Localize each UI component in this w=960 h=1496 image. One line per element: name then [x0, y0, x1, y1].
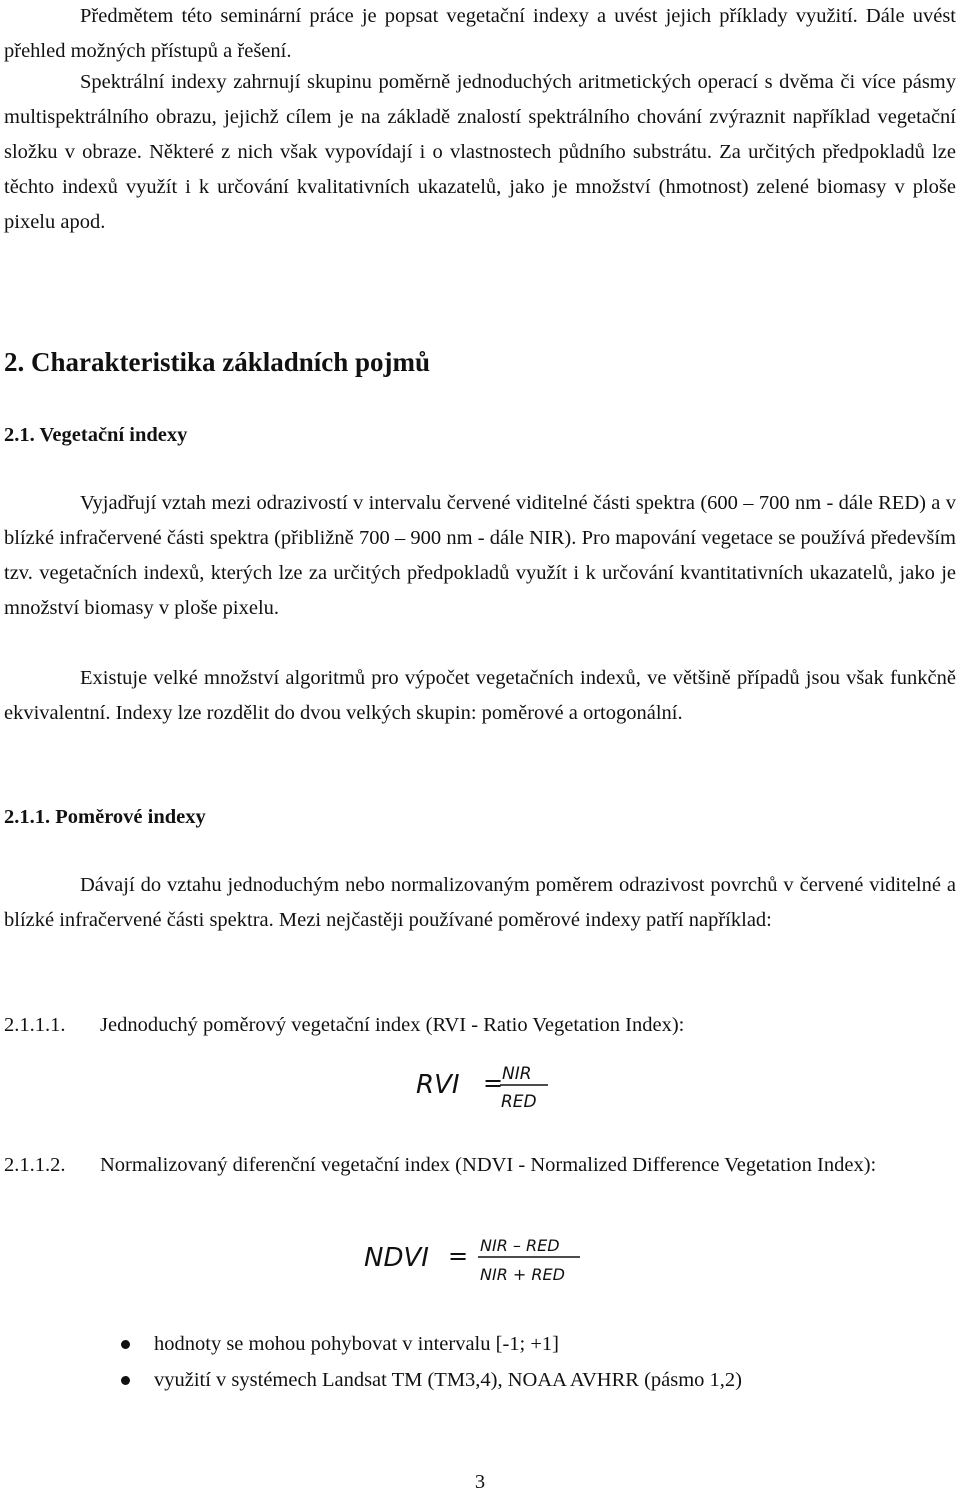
bullet-icon — [121, 1340, 130, 1349]
rvi-lhs: RVI — [416, 1070, 460, 1100]
item-text: Jednoduchý poměrový vegetační index (RVI - Ratio Vegetation Index): — [100, 1014, 685, 1036]
list-item — [4, 1362, 956, 1398]
ndvi-formula — [360, 1228, 590, 1288]
intro-paragraph-2: Spektrální indexy zahrnují skupinu poměrně jednoduchých aritmetických operací s dvěma či více pásmy multispektrálního obrazu, jejichž cílem je na základě znalostí spektrálního chování zvýraznit například vegetační složku v obraze. Některé z nich však vypovídají i o vlastnostech půdního substrátu. Za určitých předpokladů lze těchto indexů využít i k určování kvalitativních ukazatelů, jako je množství (hmotnost) zelené biomasy v ploše pixelu apod. — [4, 71, 956, 233]
item-number: 2.1.1.2. — [4, 1154, 66, 1176]
list-item-text: hodnoty se mohou pohybovat v intervalu [-1; +1] — [154, 1333, 559, 1355]
section-2-1-paragraph-2: Existuje velké množství algoritmů pro výpočet vegetačních indexů, ve většině případů jsou však funkčně ekvivalentní. Indexy lze rozdělit do dvou velkých skupin: poměrové a ortogonální. — [4, 667, 956, 724]
bullet-icon — [121, 1376, 130, 1385]
intro-paragraph-1: Předmětem této seminární práce je popsat vegetační indexy a uvést jejich příklady využití. Dále uvést přehled možných přístupů a řešení. — [4, 5, 956, 62]
bullet-list — [4, 1326, 956, 1398]
ndvi-numerator: NIR – RED — [480, 1236, 560, 1255]
ndvi-lhs: NDVI — [364, 1243, 429, 1273]
rvi-denominator: RED — [501, 1092, 537, 1112]
section-heading-2-1: 2.1. Vegetační indexy — [4, 424, 188, 446]
ndvi-denominator: NIR + RED — [480, 1265, 565, 1284]
ndvi-equals: = — [448, 1242, 469, 1270]
page-number: 3 — [474, 1471, 486, 1493]
section-heading-2-1-1: 2.1.1. Poměrové indexy — [4, 806, 206, 828]
section-2-1-1-paragraph: Dávají do vztahu jednoduchým nebo normalizovaným poměrem odrazivost povrchů v červené viditelné a blízké infračervené části spektra. Mezi nejčastěji používané poměrové indexy patří například: — [4, 874, 956, 931]
list-item — [4, 1326, 956, 1362]
rvi-formula — [410, 1058, 560, 1114]
rvi-numerator: NIR — [502, 1064, 532, 1084]
rvi-equals: = — [483, 1069, 504, 1097]
list-item-text: využití v systémech Landsat TM (TM3,4), NOAA AVHRR (pásmo 1,2) — [154, 1369, 743, 1391]
item-number: 2.1.1.1. — [4, 1014, 66, 1036]
section-heading-2: 2. Charakteristika základních pojmů — [4, 347, 431, 377]
item-text: Normalizovaný diferenční vegetační index (NDVI - Normalized Difference Vegetation Index): — [100, 1154, 877, 1176]
section-2-1-paragraph-1: Vyjadřují vztah mezi odrazivostí v intervalu červené viditelné části spektra (600 – 700 nm - dále RED) a v blízké infračervené části spektra (přibližně 700 – 900 nm - dále NIR). Pro mapování vegetace se používá především tzv. vegetačních indexů, kterých lze za určitých předpokladů využít i k určování kvantitativních ukazatelů, jako je množství biomasy v ploše pixelu. — [4, 492, 956, 619]
